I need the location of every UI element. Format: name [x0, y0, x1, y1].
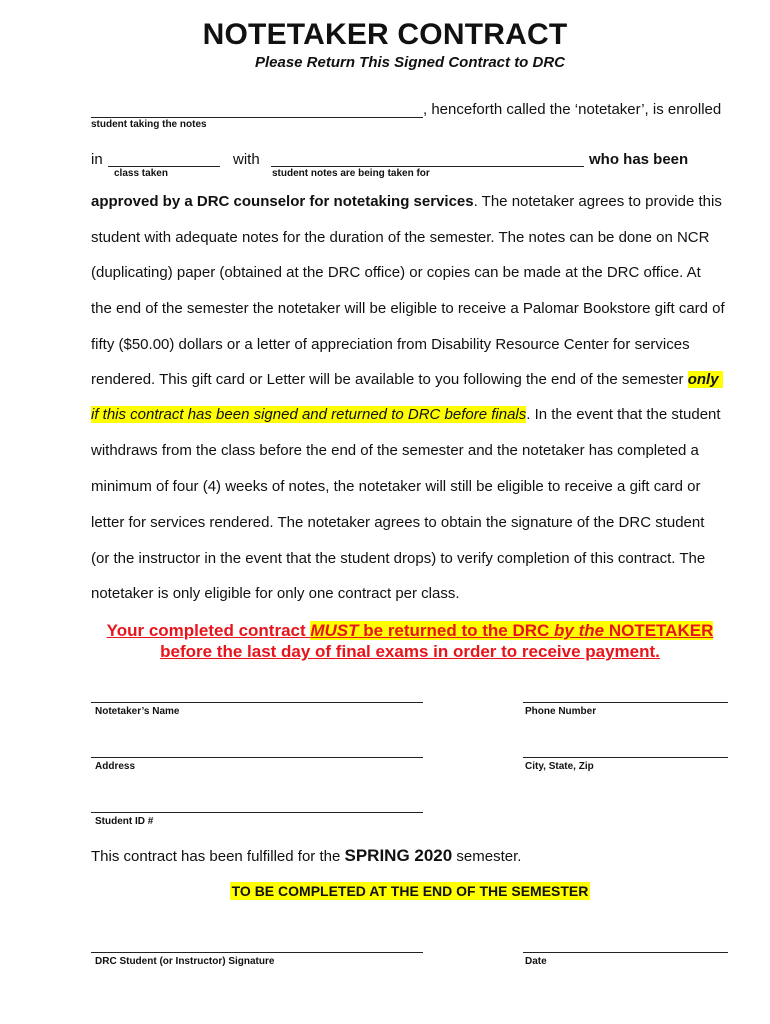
only-highlight: only: [688, 371, 723, 388]
line7-rest: . In the event that the student: [526, 406, 721, 423]
student-notes-label: student notes are being taken for: [272, 168, 430, 179]
address-line[interactable]: [91, 757, 423, 758]
page-subtitle: Please Return This Signed Contract to DRC: [254, 54, 566, 71]
in-text: in: [91, 151, 103, 168]
warning-part1: Your completed contract: [106, 621, 311, 640]
student-notes-line[interactable]: [271, 166, 584, 167]
city-state-zip-line[interactable]: [523, 757, 728, 758]
warning-part3: NOTETAKER: [604, 621, 714, 640]
end-heading-wrap: [0, 883, 770, 901]
must-text: MUST: [310, 621, 359, 640]
address-label: Address: [95, 761, 136, 772]
by-the-text: by the: [554, 621, 605, 640]
class-line[interactable]: [108, 166, 220, 167]
with-text: with: [233, 151, 260, 168]
must-highlight: [310, 621, 713, 640]
warning-line-1: [0, 621, 770, 641]
student-id-label: Student ID #: [95, 816, 154, 827]
page-title: NOTETAKER CONTRACT: [202, 18, 568, 51]
fulfilled-prefix: This contract has been fulfilled for the: [91, 848, 345, 865]
paragraph-line-6: [91, 371, 723, 388]
paragraph-line-11: (or the instructor in the event that the student drops) to verify completion of this contract. The: [91, 550, 706, 567]
phone-number-line[interactable]: [523, 702, 728, 703]
fulfilled-suffix: semester.: [452, 848, 522, 865]
paragraph-line-4: the end of the semester the notetaker will be eligible to receive a Palomar Bookstore gift card of: [91, 300, 725, 317]
paragraph-line-3: (duplicating) paper (obtained at the DRC office) or copies can be made at the DRC office. At: [91, 264, 701, 281]
signature-label: DRC Student (or Instructor) Signature: [95, 956, 275, 967]
notetaker-name-label: Notetaker’s Name: [95, 706, 180, 717]
approved-bold: approved by a DRC counselor for notetaking services: [91, 193, 474, 210]
paragraph-line-7: [91, 406, 721, 423]
phone-number-label: Phone Number: [525, 706, 597, 717]
paragraph-line-2: student with adequate notes for the duration of the semester. The notes can be done on NCR: [91, 229, 710, 246]
paragraph-line-12: notetaker is only eligible for only one contract per class.: [91, 585, 460, 602]
line1-rest: . The notetaker agrees to provide this: [473, 193, 722, 210]
warning-part2: be returned to the DRC: [358, 621, 555, 640]
city-state-zip-label: City, State, Zip: [525, 761, 594, 772]
condition-highlight: if this contract has been signed and returned to DRC before finals: [91, 406, 527, 423]
paragraph-line-1: [91, 193, 722, 210]
paragraph-line-9: minimum of four (4) weeks of notes, the notetaker will still be eligible to receive a gift card or: [91, 478, 701, 495]
signature-line[interactable]: [91, 952, 423, 953]
paragraph-line-8: withdraws from the class before the end of the semester and the notetaker has completed a: [91, 442, 699, 459]
date-label: Date: [525, 956, 547, 967]
class-label: class taken: [114, 168, 168, 179]
who-text: who has been: [589, 151, 689, 168]
date-line[interactable]: [523, 952, 728, 953]
semester-term: SPRING 2020: [344, 846, 453, 865]
student-id-line[interactable]: [91, 812, 423, 813]
notetaker-name-line[interactable]: [91, 702, 423, 703]
warning-line-2: before the last day of final exams in order to receive payment.: [160, 642, 660, 661]
enrolled-text: , henceforth called the ‘notetaker’, is enrolled: [423, 101, 722, 118]
line6-plain: rendered. This gift card or Letter will be available to you following the end of the semester: [91, 371, 688, 388]
student-name-line[interactable]: [91, 117, 423, 118]
fulfilled-statement: [91, 846, 521, 866]
end-heading: TO BE COMPLETED AT THE END OF THE SEMESTER: [231, 883, 589, 899]
student-label: student taking the notes: [91, 119, 207, 130]
paragraph-line-10: letter for services rendered. The notetaker agrees to obtain the signature of the DRC student: [91, 514, 705, 531]
paragraph-line-5: fifty ($50.00) dollars or a letter of appreciation from Disability Resource Center for services: [91, 336, 690, 353]
